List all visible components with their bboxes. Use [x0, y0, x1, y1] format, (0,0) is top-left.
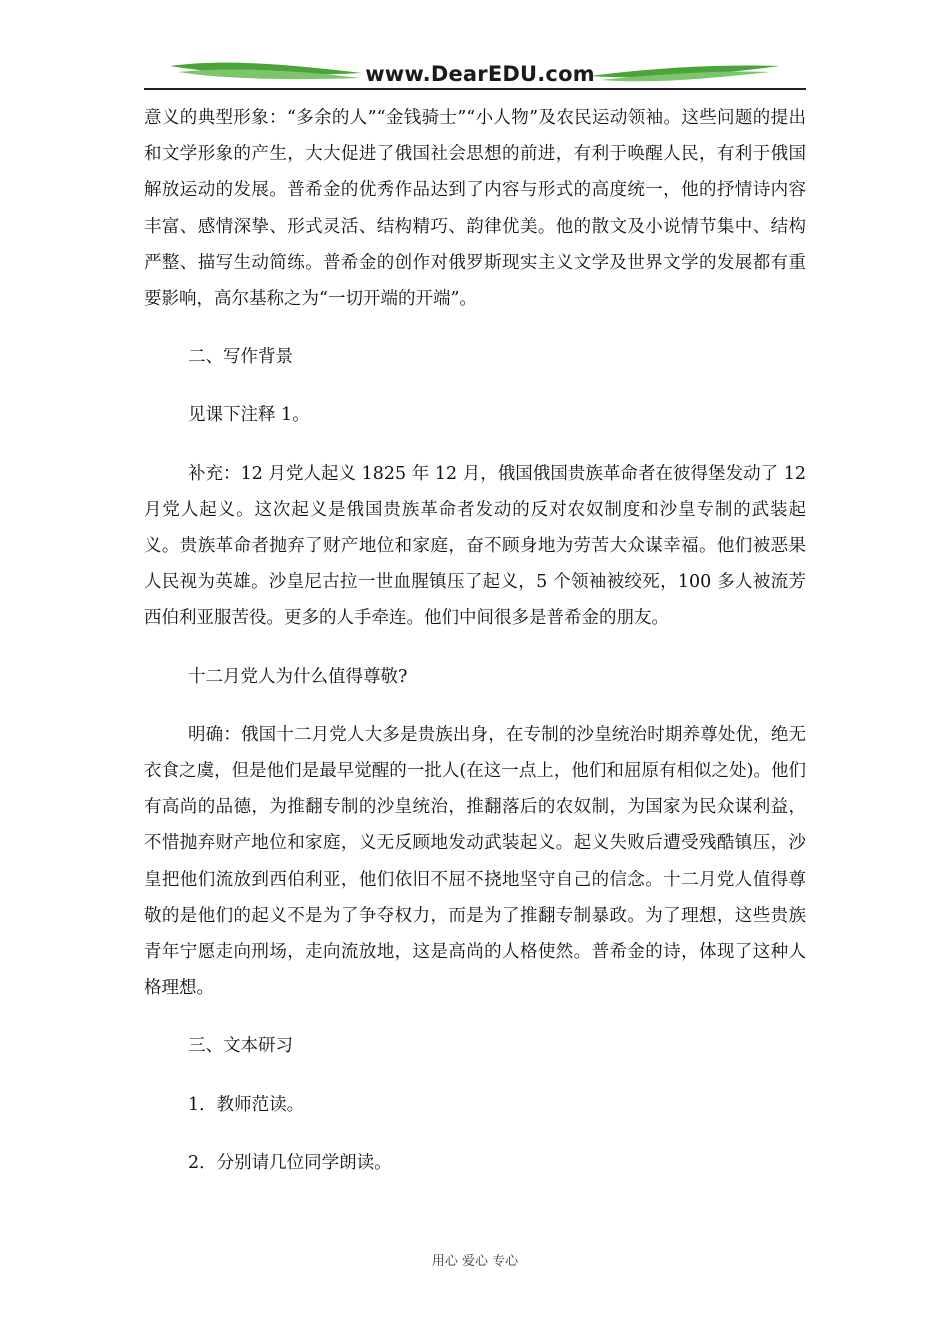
- spacer: [144, 1123, 806, 1145]
- paragraph-supplement: 补充：12 月党人起义 1825 年 12 月，俄国俄国贵族革命者在彼得堡发动了 12 月党人起义。这次起义是俄国贵族革命者发动的反对农奴制度和沙皇专制的武装起义。贵族革命者抛弃了财产地位和家庭，奋不顾身地为劳苦大众谋幸福。他们被恶果人民视为英雄。沙皇尼古拉一世血腥镇压了起义，5 个领袖被绞死，100 多人被流芳西伯利亚服苦役。更多的人手牵连。他们中间很多是普希金的朋友。: [144, 463, 806, 629]
- spacer: [144, 317, 806, 339]
- spacer: [144, 434, 806, 456]
- paragraph-intro-continued: 意义的典型形象：“多余的人”“金钱骑士”“小人物”及农民运动领袖。这些问题的提出和文学形象的产生，大大促进了俄国社会思想的前进，有利于唤醒人民，有利于俄国解放运动的发展。普希金的优秀作品达到了内容与形式的高度统一，他的抒情诗内容丰富、感情深挚、形式灵活、结构精巧、韵律优美。他的散文及小说情节集中、结构严整、描写生动简练。普希金的创作对俄罗斯现实主义文学及世界文学的发展都有重要影响，高尔基称之为“一切开端的开端”。: [144, 108, 806, 310]
- paragraph-question: 十二月党人为什么值得尊敬?: [188, 666, 408, 687]
- page-header: [0, 0, 950, 100]
- paragraph-see-note: 见课下注释 1。: [188, 405, 310, 426]
- list-item-teacher-reading: 1．教师范读。: [188, 1094, 305, 1115]
- spacer: [144, 375, 806, 397]
- paragraph-answer: 明确：俄国十二月党人大多是贵族出身，在专制的沙皇统治时期养尊处优，绝无衣食之虞，但是他们是最早觉醒的一批人(在这一点上，他们和屈原有相似之处)。他们有高尚的品德，为推翻专制的沙皇统治，推翻落后的农奴制，为国家为民众谋利益，不惜抛弃财产地位和家庭，义无反顾地发动武装起义。起义失败后遭受残酷镇压，沙皇把他们流放到西伯利亚，他们依旧不屈不挠地坚守自己的信念。十二月党人值得尊敬的是他们的起义不是为了争夺权力，而是为了推翻专制暴政。为了理想，这些贵族青年宁愿走向刑场，走向流放地，这是高尚的人格使然。普希金的诗，体现了这种人格理想。: [144, 724, 806, 999]
- spacer: [144, 1065, 806, 1087]
- header-rule: [144, 88, 806, 90]
- document-body: [144, 100, 806, 1181]
- spacer: [144, 695, 806, 717]
- spacer: [144, 1006, 806, 1028]
- page-footer: 用心 爱心 专心: [431, 1254, 519, 1269]
- list-item-student-reading: 2．分别请几位同学朗读。: [188, 1152, 392, 1173]
- spacer: [144, 637, 806, 659]
- site-logo-text: www.DearEDU.com: [365, 62, 595, 86]
- section-heading-writing-background: 二、写作背景: [188, 347, 293, 368]
- section-heading-text-study: 三、文本研习: [188, 1036, 293, 1057]
